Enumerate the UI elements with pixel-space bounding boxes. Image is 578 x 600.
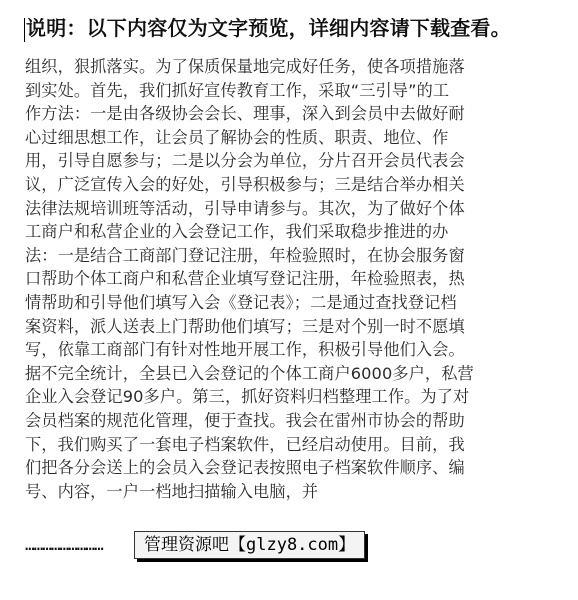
body-line: 作方法：一是由各级协会会长、理事，深入到会员中去做好耐 bbox=[25, 104, 465, 124]
body-line: 议，广泛宣传入会的好处，引导积极参与；三是结合举办相关 bbox=[25, 174, 465, 194]
body-line: 用，引导自愿参与；二是以分会为单位，分片召开会员代表会 bbox=[25, 151, 465, 171]
body-line: 法：一是结合工商部门登记注册，年检验照时，在协会服务窗 bbox=[25, 245, 465, 265]
body-line: 号、内容，一户一档地扫描输入电脑，并 bbox=[25, 481, 319, 501]
body-line: 工商户和私营企业的入会登记工作，我们采取稳步推进的办 bbox=[25, 222, 449, 242]
body-line: 企业入会登记90多户。第三，抓好资料归档整理工作。为了对 bbox=[25, 387, 470, 407]
body-line: 案资料，派人送表上门帮助他们填写；三是对个别一时不愿填 bbox=[25, 316, 465, 336]
download-link-button[interactable]: 管理资源吧【glzy8.com】 bbox=[134, 531, 365, 559]
body-line: 会员档案的规范化管理，便于查找。我会在雷州市协会的帮助 bbox=[25, 410, 465, 430]
text-cursor bbox=[24, 18, 25, 42]
dot-leader: ……………………… bbox=[25, 535, 103, 554]
body-line: 心过细思想工作，让会员了解协会的性质、职责、地位、作 bbox=[25, 127, 449, 147]
body-line: 组织，狠抓落实。为了保质保量地完成好任务，使各项措施落 bbox=[25, 57, 465, 76]
body-line: 法律法规培训班等活动，引导申请参与。其次，为了做好个体 bbox=[25, 198, 465, 218]
body-line: 据不完全统计，全县已入会登记的个体工商户6000多户，私营 bbox=[25, 363, 474, 383]
body-line: 们把各分会送上的会员入会登记表按照电子档案软件顺序、编 bbox=[25, 458, 465, 478]
preview-notice-heading: 说明：以下内容仅为文字预览，详细内容请下载查看。 bbox=[26, 16, 511, 40]
body-line: 到实处。首先，我们抓好宣传教育工作，采取“三引导”的工 bbox=[25, 80, 450, 100]
body-line: 口帮助个体工商户和私营企业填写登记注册，年检验照表，热 bbox=[25, 269, 465, 289]
body-line: 写，依靠工商部门有针对性地开展工作，积极引导他们入会。 bbox=[25, 340, 465, 360]
body-line: 情帮助和引导他们填写入会《登记表》；二是通过查找登记档 bbox=[25, 292, 457, 312]
body-line: 下，我们购买了一套电子档案软件，已经启动使用。目前，我 bbox=[25, 434, 465, 454]
document-body bbox=[25, 55, 555, 503]
download-row bbox=[25, 531, 565, 561]
